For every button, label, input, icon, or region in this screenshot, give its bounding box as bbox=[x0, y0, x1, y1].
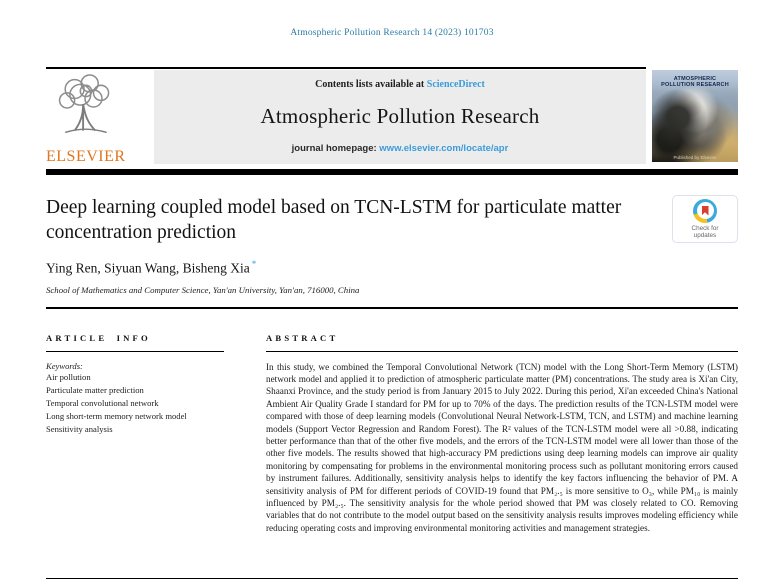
keyword-item: Air pollution bbox=[46, 371, 91, 382]
affiliation-line: School of Mathematics and Computer Science, Yan'an University, Yan'an, 716000, China bbox=[46, 285, 360, 295]
abstract-column bbox=[266, 333, 738, 535]
author-list bbox=[46, 259, 738, 277]
journal-banner bbox=[154, 70, 646, 164]
cover-title: ATMOSPHERIC POLLUTION RESEARCH bbox=[652, 70, 738, 91]
article-info-column bbox=[46, 333, 252, 535]
keyword-item: Long short-term memory network model bbox=[46, 410, 187, 421]
abstract-text: In this study, we combined the Temporal Convolutional Network (TCN) model with the Long Short-Term Memory (LSTM) network model and applied it to prediction of atmospheric particulate matter (PM) concentrations. The study area is Xi'an City, Shaanxi Province, and the study period is from January 2015 to July 2022. During this period, Xi'an exceeded China's National Ambient Air Quality Grade I standard for PM for up to 70% of the days. The prediction results of the TCN-LSTM model were compared with those of deep learning models (Convolutional Neural Network-LSTM, TCN, and LSTM) and machine learning models (Support Vector Regression and Random Forest). The R² values of the TCN-LSTM model were all >0.88, indicating better performance than that of the other five models, and the errors of the TCN-LSTM model were all lower than those of the other five models. The results showed that high-accuracy PM predictions using deep learning models can improve air quality monitoring by compensating for problems in the environmental monitoring process such as pollutant monitoring errors caused by instrument failures. Additionally, sensitivity analysis helps to identify the key factors influencing the behavior of PM. A sensitivity analysis of PM for different periods of COVID-19 found that PM₂.₅ is more sensitive to O₃, while PM₁₀ is mainly influenced by PM₂.₅. The sensitivity analysis for the whole period showed that PM was closely related to CO. Removing variables that do not contribute to the model output based on the sensitivity analysis results improves modeling efficiency while reducing operating costs and improving environmental monitoring activities and management strategies. bbox=[266, 361, 738, 533]
title-row bbox=[46, 195, 738, 245]
elsevier-tree-icon bbox=[52, 72, 118, 142]
crossmark-bookmark-icon bbox=[702, 206, 709, 216]
check-updates-label bbox=[692, 225, 719, 239]
cover-publisher-line: Published by Elsevier bbox=[673, 154, 717, 160]
journal-title: Atmospheric Pollution Research bbox=[260, 103, 540, 128]
journal-header bbox=[46, 70, 738, 166]
keyword-item: Sensitivity analysis bbox=[46, 423, 113, 434]
keyword-item: Particulate matter prediction bbox=[46, 384, 144, 395]
corresponding-author-asterisk[interactable]: * bbox=[251, 258, 257, 269]
sciencedirect-link[interactable]: ScienceDirect bbox=[426, 78, 485, 90]
abstract-heading: ABSTRACT bbox=[266, 333, 738, 352]
elsevier-logo bbox=[46, 70, 154, 166]
crossmark-inner-circle bbox=[697, 202, 714, 219]
keyword-item: Temporal convolutional network bbox=[46, 397, 159, 408]
contents-line bbox=[160, 79, 640, 90]
crossmark-icon bbox=[693, 199, 717, 223]
journal-homepage-link[interactable]: www.elsevier.com/locate/apr bbox=[379, 142, 509, 154]
keywords-label: Keywords: bbox=[46, 360, 83, 371]
journal-cover-thumbnail[interactable] bbox=[652, 70, 738, 162]
info-abstract-columns bbox=[46, 333, 738, 535]
article-info-heading: ARTICLE INFO bbox=[46, 333, 224, 352]
author-names: Ying Ren, Siyuan Wang, Bisheng Xia bbox=[46, 260, 250, 275]
check-updates-label-line1: Check for bbox=[691, 224, 719, 232]
page-bottom-rule bbox=[46, 578, 738, 579]
check-updates-label-line2: updates bbox=[693, 231, 717, 239]
elsevier-wordmark: ELSEVIER bbox=[46, 147, 126, 165]
homepage-prefix: journal homepage: bbox=[291, 142, 380, 154]
header-bottom-bar bbox=[46, 169, 738, 175]
homepage-line bbox=[160, 143, 640, 154]
header-top-rule bbox=[46, 67, 646, 69]
contents-prefix: Contents lists available at bbox=[315, 78, 427, 90]
check-for-updates-badge[interactable] bbox=[672, 195, 738, 243]
affiliation-divider-rule bbox=[46, 307, 738, 309]
journal-citation-line: Atmospheric Pollution Research 14 (2023) 101703 bbox=[290, 28, 494, 38]
article-title: Deep learning coupled model based on TCN-LSTM for particulate matter concentration prediction bbox=[46, 196, 622, 243]
